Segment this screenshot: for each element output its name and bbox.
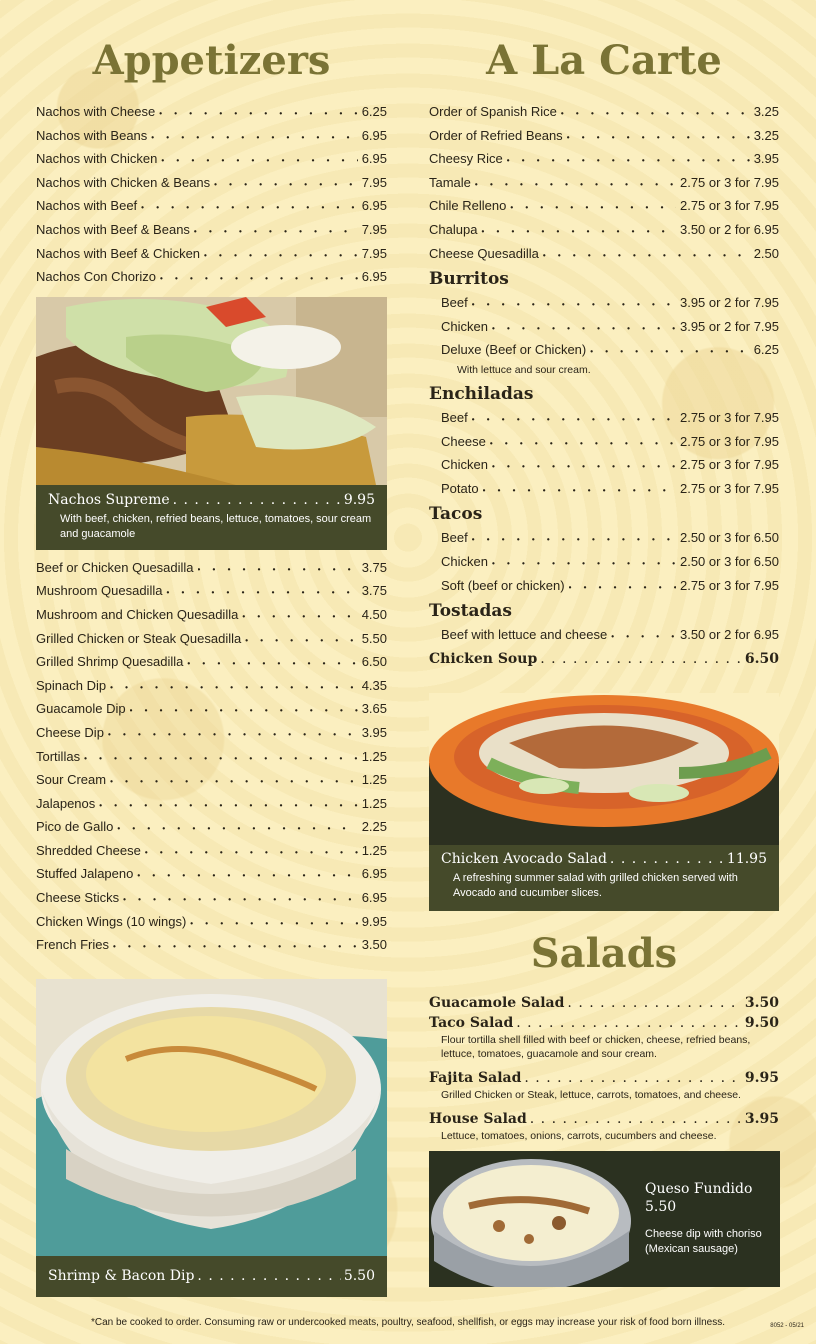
menu-item bbox=[36, 933, 387, 957]
queso-name: Queso Fundido bbox=[645, 1180, 753, 1197]
menu-item bbox=[36, 674, 387, 698]
item-price: 3.50 or 2 for 6.95 bbox=[679, 627, 779, 643]
item-price: 3.95 or 2 for 7.95 bbox=[679, 318, 779, 334]
nachos-supreme-feature bbox=[36, 297, 387, 550]
item-name: Cheese Sticks bbox=[36, 890, 120, 906]
menu-item bbox=[36, 171, 387, 195]
dot-leader bbox=[108, 721, 358, 747]
item-name: Beef with lettuce and cheese bbox=[441, 627, 608, 643]
item-price: 1.25 bbox=[361, 795, 387, 811]
menu-item bbox=[36, 556, 387, 580]
dot-leader bbox=[510, 194, 676, 220]
item-price: 2.25 bbox=[361, 819, 387, 835]
item-price: 7.95 bbox=[361, 174, 387, 190]
item-price: 4.35 bbox=[361, 677, 387, 693]
dot-leader bbox=[110, 674, 358, 700]
item-price: 3.75 bbox=[361, 559, 387, 575]
item-price: 2.75 or 3 for 7.95 bbox=[679, 480, 779, 496]
enchiladas-list bbox=[429, 406, 779, 500]
menu-item bbox=[36, 124, 387, 148]
feature-name: Nachos Supreme bbox=[48, 491, 170, 508]
dot-leader bbox=[99, 792, 357, 818]
item-price: 3.95 bbox=[753, 151, 779, 167]
menu-item bbox=[36, 194, 387, 218]
menu-item bbox=[429, 242, 779, 266]
salads-list bbox=[429, 993, 779, 1143]
menu-item bbox=[429, 406, 779, 430]
dot-leader bbox=[204, 242, 358, 268]
item-name: Jalapenos bbox=[36, 795, 96, 811]
item-name: Cheese Dip bbox=[36, 724, 104, 740]
dot-leader bbox=[472, 526, 676, 552]
menu-item bbox=[36, 579, 387, 603]
menu-item bbox=[36, 147, 387, 171]
menu-item bbox=[36, 721, 387, 745]
item-price: 3.75 bbox=[361, 583, 387, 599]
item-price: 3.50 bbox=[361, 937, 387, 953]
menu-item bbox=[36, 768, 387, 792]
item-name: Chicken bbox=[441, 457, 488, 473]
nachos-supreme-caption bbox=[36, 485, 387, 550]
dot-leader bbox=[530, 1109, 742, 1129]
menu-item bbox=[36, 218, 387, 242]
menu-item bbox=[36, 839, 387, 863]
menu-item bbox=[429, 574, 779, 598]
menu-item bbox=[429, 147, 779, 171]
item-price: 1.25 bbox=[361, 748, 387, 764]
menu-item bbox=[429, 477, 779, 501]
queso-fundido-photo bbox=[429, 1151, 634, 1287]
item-name: Soft (beef or chicken) bbox=[441, 577, 565, 593]
item-name: Order of Spanish Rice bbox=[429, 104, 557, 119]
print-code: 8052 - 05/21 bbox=[770, 1323, 804, 1329]
item-price: 2.75 or 3 for 7.95 bbox=[679, 198, 779, 214]
dot-leader bbox=[190, 910, 357, 936]
menu-item bbox=[429, 526, 779, 550]
menu-item bbox=[36, 886, 387, 910]
dot-leader bbox=[194, 218, 358, 244]
menu-item bbox=[429, 291, 779, 315]
item-price: 2.75 or 3 for 7.95 bbox=[679, 433, 779, 449]
chicken-soup-item: Chicken Soup . . . 6.50 bbox=[429, 649, 779, 669]
item-price: 3.95 bbox=[361, 724, 387, 740]
item-price: 2.50 or 3 for 6.50 bbox=[679, 553, 779, 569]
item-name: Shredded Cheese bbox=[36, 842, 141, 858]
dot-leader bbox=[492, 315, 676, 341]
item-name: Nachos with Beef & Beans bbox=[36, 221, 190, 237]
menu-item bbox=[36, 815, 387, 839]
item-name: Cheesy Rice bbox=[429, 151, 503, 167]
item-price: 3.25 bbox=[753, 127, 779, 143]
dot-leader bbox=[567, 993, 741, 1013]
dot-leader bbox=[151, 124, 357, 150]
item-name: Beef bbox=[441, 295, 468, 311]
dot-leader bbox=[117, 815, 357, 841]
dot-leader bbox=[516, 1013, 742, 1033]
item-price: 2.75 or 3 for 7.95 bbox=[679, 174, 779, 190]
dot-leader bbox=[84, 745, 358, 771]
appetizers-column bbox=[36, 34, 387, 1297]
burritos-list bbox=[429, 291, 779, 362]
item-name: French Fries bbox=[36, 937, 109, 953]
item-description: Grilled Chicken or Steak, lettuce, carrots, tomatoes, and cheese. bbox=[441, 1088, 741, 1101]
item-price: 3.50 bbox=[744, 994, 779, 1011]
item-name: Mushroom Quesadilla bbox=[36, 583, 163, 599]
item-name: Chicken bbox=[441, 318, 488, 334]
queso-fundido-feature bbox=[429, 1151, 780, 1287]
item-price: 9.50 bbox=[744, 1014, 779, 1031]
dot-leader bbox=[113, 933, 358, 959]
item-price: 1.25 bbox=[361, 772, 387, 788]
item-name: Nachos with Chicken & Beans bbox=[36, 174, 211, 190]
item-name: Beef bbox=[441, 530, 468, 546]
item-price: 7.95 bbox=[361, 221, 387, 237]
menu-item bbox=[36, 650, 387, 674]
item-name: Nachos with Beans bbox=[36, 127, 148, 143]
tacos-list bbox=[429, 526, 779, 597]
menu-item bbox=[36, 862, 387, 886]
item-price: 5.50 bbox=[361, 630, 387, 646]
item-name: Order of Refried Beans bbox=[429, 127, 563, 143]
menu-item bbox=[36, 242, 387, 266]
item-name: Sour Cream bbox=[36, 772, 107, 788]
feature-description: With beef, chicken, refried beans, lettuce, tomatoes, sour cream and guacamole bbox=[60, 512, 372, 540]
dot-leader bbox=[507, 147, 750, 173]
dot-leader bbox=[110, 768, 358, 794]
item-price: 9.95 bbox=[361, 913, 387, 929]
salads-heading: Salads bbox=[530, 929, 678, 977]
menu-item bbox=[429, 623, 779, 647]
item-name: Chicken bbox=[441, 553, 488, 569]
menu-item bbox=[36, 627, 387, 651]
dot-leader bbox=[242, 603, 357, 629]
dot-leader bbox=[123, 886, 358, 912]
chicken-avocado-salad-feature bbox=[429, 693, 779, 911]
salad-item bbox=[429, 1068, 779, 1102]
chicken-avocado-salad-caption bbox=[429, 845, 779, 911]
menu-item bbox=[36, 697, 387, 721]
item-name: Beef or Chicken Quesadilla bbox=[36, 559, 194, 575]
menu-item bbox=[429, 100, 779, 124]
appetizers-list-top bbox=[36, 100, 387, 289]
menu-item bbox=[36, 910, 387, 934]
menu-item bbox=[429, 218, 779, 242]
tacos-heading: Tacos bbox=[429, 504, 483, 525]
item-name: Tamale bbox=[429, 174, 471, 190]
item-name: Cheese bbox=[441, 433, 486, 449]
feature-description: A refreshing summer salad with grilled chicken served with Avocado and cucumber slices. bbox=[453, 871, 738, 899]
menu-item bbox=[36, 792, 387, 816]
item-price: 3.50 or 2 for 6.95 bbox=[679, 221, 779, 237]
menu-item bbox=[36, 100, 387, 124]
tostadas-list bbox=[429, 623, 779, 647]
item-name: Grilled Chicken or Steak Quesadilla bbox=[36, 630, 242, 646]
item-name: Stuffed Jalapeno bbox=[36, 866, 134, 882]
item-price: 6.25 bbox=[753, 342, 779, 358]
menu-item bbox=[36, 265, 387, 289]
item-price: 7.95 bbox=[361, 245, 387, 261]
dot-leader bbox=[590, 338, 749, 364]
dot-leader bbox=[543, 242, 750, 268]
item-price: 3.65 bbox=[361, 701, 387, 717]
dot-leader bbox=[130, 697, 358, 723]
appetizers-list-bottom bbox=[36, 556, 387, 957]
dot-leader bbox=[492, 453, 676, 479]
item-price: 6.95 bbox=[361, 269, 387, 285]
item-price: 3.25 bbox=[753, 104, 779, 119]
shrimp-bacon-dip-feature bbox=[36, 979, 387, 1297]
item-name: Cheese Quesadilla bbox=[429, 245, 539, 261]
chicken-avocado-salad-photo bbox=[429, 693, 779, 845]
item-price: 6.95 bbox=[361, 151, 387, 167]
item-name: Tortillas bbox=[36, 748, 81, 764]
dot-leader bbox=[214, 171, 358, 197]
item-price: 3.95 or 2 for 7.95 bbox=[679, 295, 779, 311]
queso-description: Cheese dip with choriso (Mexican sausage) bbox=[645, 1227, 762, 1255]
item-name: Nachos with Cheese bbox=[36, 104, 156, 119]
dot-leader bbox=[569, 574, 676, 600]
item-description: Flour tortilla shell filled with beef or chicken, cheese, refried beans, lettuce, tomatoes, guacamole and sour cream. bbox=[441, 1033, 751, 1060]
menu-item bbox=[36, 745, 387, 769]
salad-item bbox=[429, 993, 779, 1013]
dot-leader bbox=[166, 579, 357, 605]
dot-leader bbox=[137, 862, 357, 888]
menu-item bbox=[36, 603, 387, 627]
item-name: House Salad bbox=[429, 1110, 527, 1127]
dot-leader bbox=[161, 147, 357, 173]
burritos-heading: Burritos bbox=[429, 269, 509, 290]
feature-price: 11.95 bbox=[726, 850, 767, 867]
item-name: Beef bbox=[441, 409, 468, 425]
item-price: 1.25 bbox=[361, 842, 387, 858]
dot-leader bbox=[145, 839, 358, 865]
dot-leader bbox=[475, 171, 676, 197]
dot-leader bbox=[483, 477, 676, 503]
item-name: Chalupa bbox=[429, 221, 478, 237]
dot-leader bbox=[141, 194, 358, 220]
item-name: Deluxe (Beef or Chicken) bbox=[441, 342, 587, 358]
burritos-note: With lettuce and sour cream. bbox=[457, 363, 591, 376]
dot-leader bbox=[524, 1068, 741, 1088]
salad-item bbox=[429, 1109, 779, 1143]
dot-leader bbox=[472, 291, 676, 317]
item-price: 6.95 bbox=[361, 890, 387, 906]
feature-name: Chicken Avocado Salad bbox=[441, 850, 607, 867]
item-price: 6.50 bbox=[361, 654, 387, 670]
item-name: Nachos Con Chorizo bbox=[36, 269, 156, 285]
shrimp-bacon-dip-caption bbox=[36, 1256, 387, 1297]
menu-item bbox=[429, 315, 779, 339]
dot-leader bbox=[567, 124, 750, 150]
item-name: Spinach Dip bbox=[36, 677, 107, 693]
item-price: 2.50 or 3 for 6.50 bbox=[679, 530, 779, 546]
queso-price: 5.50 bbox=[645, 1198, 677, 1215]
feature-price: 5.50 bbox=[343, 1267, 375, 1284]
item-price: 3.95 bbox=[744, 1110, 779, 1127]
item-price: 6.25 bbox=[361, 104, 387, 119]
shrimp-bacon-dip-photo bbox=[36, 979, 387, 1256]
appetizers-heading: Appetizers bbox=[92, 37, 331, 84]
dot-leader bbox=[159, 100, 357, 126]
item-price: 2.75 or 3 for 7.95 bbox=[679, 457, 779, 473]
tostadas-heading: Tostadas bbox=[429, 601, 512, 622]
dot-leader bbox=[611, 623, 676, 649]
item-name: Guacamole Salad bbox=[429, 994, 565, 1011]
dot-leader bbox=[160, 265, 358, 291]
item-name: Guacamole Dip bbox=[36, 701, 126, 717]
menu-item bbox=[429, 430, 779, 454]
salad-item bbox=[429, 1013, 779, 1061]
item-price: 2.75 or 3 for 7.95 bbox=[679, 577, 779, 593]
dot-leader bbox=[481, 218, 676, 244]
item-price: 6.95 bbox=[361, 866, 387, 882]
feature-price: 9.95 bbox=[343, 491, 375, 508]
item-name: Fajita Salad bbox=[429, 1069, 522, 1086]
dot-leader bbox=[245, 627, 357, 653]
item-name: Pico de Gallo bbox=[36, 819, 114, 835]
item-description: Lettuce, tomatoes, onions, carrots, cucumbers and cheese. bbox=[441, 1129, 717, 1142]
feature-name: Shrimp & Bacon Dip bbox=[48, 1267, 195, 1284]
item-name: Grilled Shrimp Quesadilla bbox=[36, 654, 184, 670]
item-price: 6.95 bbox=[361, 127, 387, 143]
dot-leader bbox=[187, 650, 357, 676]
menu-item bbox=[429, 171, 779, 195]
item-price: 9.95 bbox=[744, 1069, 779, 1086]
menu-item bbox=[429, 338, 779, 362]
dot-leader bbox=[472, 406, 676, 432]
dot-leader bbox=[492, 550, 676, 576]
dot-leader bbox=[490, 430, 676, 456]
item-price: 2.75 or 3 for 7.95 bbox=[679, 409, 779, 425]
alacarte-list bbox=[429, 100, 779, 265]
enchiladas-heading: Enchiladas bbox=[429, 383, 534, 404]
menu-item bbox=[429, 124, 779, 148]
item-name: Taco Salad bbox=[429, 1014, 514, 1031]
menu-item bbox=[429, 194, 779, 218]
item-name: Mushroom and Chicken Quesadilla bbox=[36, 606, 239, 622]
footer-disclaimer: *Can be cooked to order. Consuming raw or undercooked meats, poultry, seafood, shellfish, or eggs may increase your risk of food born illness. bbox=[90, 1317, 726, 1328]
item-name: Potato bbox=[441, 480, 479, 496]
alacarte-heading: A La Carte bbox=[486, 37, 722, 84]
item-name: Nachos with Beef & Chicken bbox=[36, 245, 201, 261]
nachos-supreme-photo bbox=[36, 297, 387, 485]
menu-item bbox=[429, 550, 779, 574]
dot-leader bbox=[561, 100, 750, 126]
item-name: Chicken Wings (10 wings) bbox=[36, 913, 187, 929]
item-price: 4.50 bbox=[361, 606, 387, 622]
item-price: 6.95 bbox=[361, 198, 387, 214]
item-name: Nachos with Beef bbox=[36, 198, 138, 214]
dot-leader bbox=[198, 556, 358, 582]
menu-item bbox=[429, 453, 779, 477]
item-price: 2.50 bbox=[753, 245, 779, 261]
item-name: Nachos with Chicken bbox=[36, 151, 158, 167]
item-name: Chile Relleno bbox=[429, 198, 507, 214]
alacarte-column bbox=[429, 34, 779, 1287]
